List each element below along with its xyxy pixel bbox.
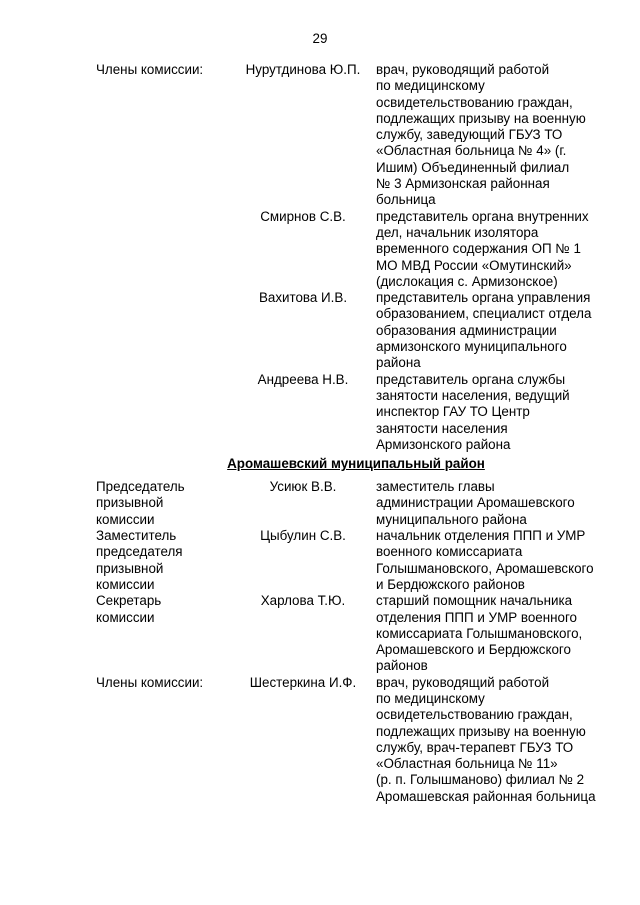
member-description: начальник отделения ППП и УМР военного комиссариата Голышмановского, Аромашевского и Бердюжского районов [376, 528, 594, 592]
member-row [96, 528, 616, 593]
member-name: Харлова Т.Ю. [260, 593, 346, 609]
member-name: Усиюк В.В. [269, 479, 337, 495]
member-name: Смирнов С.В. [260, 208, 346, 224]
member-name: Вахитова И.В. [258, 290, 348, 306]
member-row [96, 675, 616, 805]
member-row [96, 479, 616, 528]
member-role: Заместитель председателя призывной комиссии [96, 528, 183, 592]
member-row [96, 290, 616, 371]
member-role: Члены комиссии: [96, 62, 204, 77]
member-role: Члены комиссии: [96, 674, 204, 690]
member-name: Шестеркина И.Ф. [249, 674, 357, 690]
member-row [96, 62, 616, 209]
member-description: представитель органа службы занятости населения, ведущий инспектор ГАУ ТО Центр занятости населения Армизонского района [376, 371, 570, 452]
member-description: врач, руководящий работой по медицинскому освидетельствованию граждан, подлежащих призыву на военную службу, заведующий ГБУЗ ТО «Областная больница № 4» (г. Ишим) Объединенный филиал № 3 Армизонская районная больница [376, 62, 586, 208]
member-row [96, 593, 616, 674]
commission-list [96, 62, 616, 805]
member-name: Цыбулин С.В. [260, 528, 346, 544]
member-name: Андреева Н.В. [257, 371, 349, 387]
member-description: представитель органа внутренних дел, начальник изолятора временного содержания ОП № 1 МО МВД России «Омутинский» (дислокация с. Армизонское) [376, 208, 589, 289]
member-row [96, 209, 616, 290]
page-number: 29 [312, 31, 328, 46]
district-heading: Аромашевский муниципальный район [227, 456, 485, 472]
member-description: заместитель главы администрации Аромашевского муниципального района [376, 479, 575, 527]
member-description: представитель органа управления образованием, специалист отдела образования администрации армизонского муниципального района [376, 290, 592, 371]
member-role: Председатель призывной комиссии [96, 479, 185, 527]
member-name: Нурутдинова Ю.П. [245, 62, 361, 77]
member-role: Секретарь комиссии [96, 593, 162, 625]
member-description: врач, руководящий работой по медицинскому освидетельствованию граждан, подлежащих призыву на военную службу, врач-терапевт ГБУЗ ТО «Областная больница № 11» (р. п. Голышманово) филиал № 2 Аромашевская районная больница [376, 674, 596, 804]
member-description: старший помощник начальника отделения ППП и УМР военного комиссариата Голышмановского, Аромашевского и Бердюжского районов [376, 593, 583, 674]
member-row [96, 372, 616, 453]
